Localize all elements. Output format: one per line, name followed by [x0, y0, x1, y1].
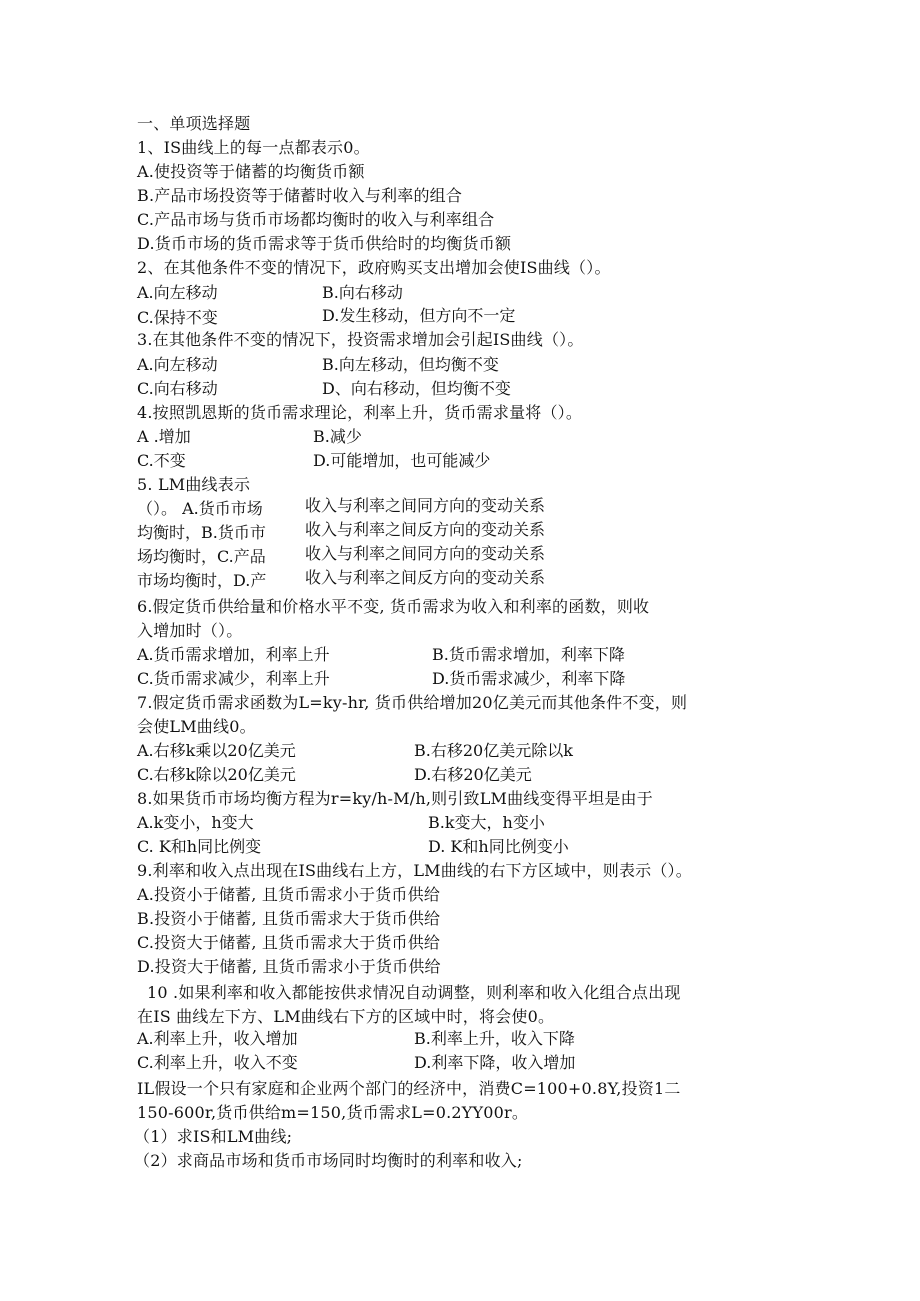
question-3-option-a: A.向左移动 — [137, 355, 218, 374]
question-9-option-b: B.投资小于储蓄, 且货币需求大于货币供给 — [137, 909, 441, 928]
question-7-option-c: C.右移k除以20亿美元 — [137, 765, 296, 784]
question-5-left-1: （）。 A.货币市场 — [137, 499, 263, 518]
question-3-option-b: B.向左移动，但均衡不变 — [322, 355, 499, 374]
question-3-option-d: D、向右移动，但均衡不变 — [322, 379, 511, 398]
question-11-stem-2: 150-600r,货币供给m=150,货币需求L=0.2YY00r。 — [137, 1103, 529, 1122]
question-9-option-a: A.投资小于储蓄, 且货币需求小于货币供给 — [137, 885, 441, 904]
question-6-stem-1: 6.假定货币供给量和价格水平不变, 货币需求为收入和利率的函数，则收 — [137, 597, 650, 616]
question-5-right-2: 收入与利率之间反方向的变动关系 — [305, 520, 546, 539]
question-7-option-b: B.右移20亿美元除以k — [414, 741, 573, 760]
question-9-option-d: D.投资大于储蓄, 且货币需求小于货币供给 — [137, 957, 441, 976]
question-10-option-d: D.利率下降，收入增加 — [414, 1053, 576, 1072]
question-6-option-d: D.货币需求减少，利率下降 — [432, 669, 626, 688]
question-2-stem: 2、在其他条件不变的情况下，政府购买支出增加会使IS曲线（）。 — [137, 258, 611, 277]
question-4-stem: 4.按照凯恩斯的货币需求理论，利率上升，货币需求量将（）。 — [137, 403, 583, 422]
question-4-option-a: A .增加 — [137, 427, 191, 446]
question-1-stem: 1、IS曲线上的每一点都表示0。 — [137, 138, 370, 157]
question-3-stem: 3.在其他条件不变的情况下，投资需求增加会引起IS曲线（）。 — [137, 330, 584, 349]
question-4-option-d: D.可能增加，也可能减少 — [313, 451, 491, 470]
question-8-stem: 8.如果货币市场均衡方程为r=ky/h-M/h,则引致LM曲线变得平坦是由于 — [137, 789, 653, 808]
question-9-option-c: C.投资大于储蓄, 且货币需求大于货币供给 — [137, 933, 441, 952]
question-2-option-a: A.向左移动 — [137, 283, 218, 302]
question-10-stem-2: 在IS 曲线左下方、LM曲线右下方的区域中时，将会使0。 — [137, 1007, 555, 1026]
question-3-option-c: C.向右移动 — [137, 379, 218, 398]
question-10-option-a: A.利率上升，收入增加 — [137, 1029, 298, 1048]
question-2-option-c: C.保持不变 — [137, 308, 218, 327]
question-5-left-4: 市场均衡时，D.产 — [137, 571, 267, 590]
section-title: 一、单项选择题 — [137, 114, 251, 133]
question-11-part-2: （2）求商品市场和货币市场同时均衡时的利率和收入; — [134, 1151, 523, 1170]
question-2-option-d: D.发生移动，但方向不一定 — [322, 306, 516, 325]
question-10-option-c: C.利率上升，收入不变 — [137, 1053, 298, 1072]
question-1-option-c: C.产品市场与货币市场都均衡时的收入与利率组合 — [137, 210, 495, 229]
question-10-option-b: B.利率上升，收入下降 — [414, 1029, 575, 1048]
question-5-stem: 5. LM曲线表示 — [137, 475, 251, 494]
question-7-stem-2: 会使LM曲线0。 — [137, 717, 256, 736]
question-5-right-4: 收入与利率之间反方向的变动关系 — [305, 568, 546, 587]
question-4-option-b: B.减少 — [313, 427, 362, 446]
question-11-part-1: （1）求IS和LM曲线; — [134, 1127, 293, 1146]
question-2-option-b: B.向右移动 — [322, 283, 403, 302]
question-6-option-a: A.货币需求增加，利率上升 — [137, 645, 330, 664]
question-6-option-b: B.货币需求增加，利率下降 — [432, 645, 625, 664]
question-7-option-a: A.右移k乘以20亿美元 — [137, 741, 296, 760]
question-7-option-d: D.右移20亿美元 — [414, 765, 532, 784]
question-6-option-c: C.货币需求减少，利率上升 — [137, 669, 330, 688]
question-5-left-2: 均衡时，B.货币市 — [137, 523, 266, 542]
question-8-option-b: B.k变大，h变小 — [428, 813, 545, 832]
question-1-option-a: A.使投资等于储蓄的均衡货币额 — [137, 162, 365, 181]
question-8-option-c: C. K和h同比例变 — [137, 837, 262, 856]
question-10-stem-1: 10 .如果利率和收入都能按供求情况自动调整，则利率和收入化组合点出现 — [147, 983, 681, 1002]
question-7-stem-1: 7.假定货币需求函数为L=ky-hr, 货币供给增加20亿美元而其他条件不变，则 — [137, 693, 688, 712]
question-1-option-d: D.货币市场的货币需求等于货币供给时的均衡货币额 — [137, 234, 512, 253]
question-1-option-b: B.产品市场投资等于储蓄时收入与利率的组合 — [137, 186, 463, 205]
question-9-stem: 9.利率和收入点出现在IS曲线右上方，LM曲线的右下方区域中，则表示（）。 — [137, 861, 692, 880]
question-5-left-3: 场均衡时，C.产品 — [137, 547, 266, 566]
question-8-option-a: A.k变小，h变大 — [137, 813, 254, 832]
question-4-option-c: C.不变 — [137, 451, 186, 470]
question-5-right-3: 收入与利率之间同方向的变动关系 — [305, 544, 546, 563]
question-8-option-d: D. K和h同比例变小 — [428, 837, 569, 856]
question-11-stem-1: IL假设一个只有家庭和企业两个部门的经济中，消费C=100+0.8Y,投资1二 — [137, 1079, 681, 1098]
question-5-right-1: 收入与利率之间同方向的变动关系 — [305, 496, 546, 515]
question-6-stem-2: 入增加时（）。 — [137, 621, 243, 640]
